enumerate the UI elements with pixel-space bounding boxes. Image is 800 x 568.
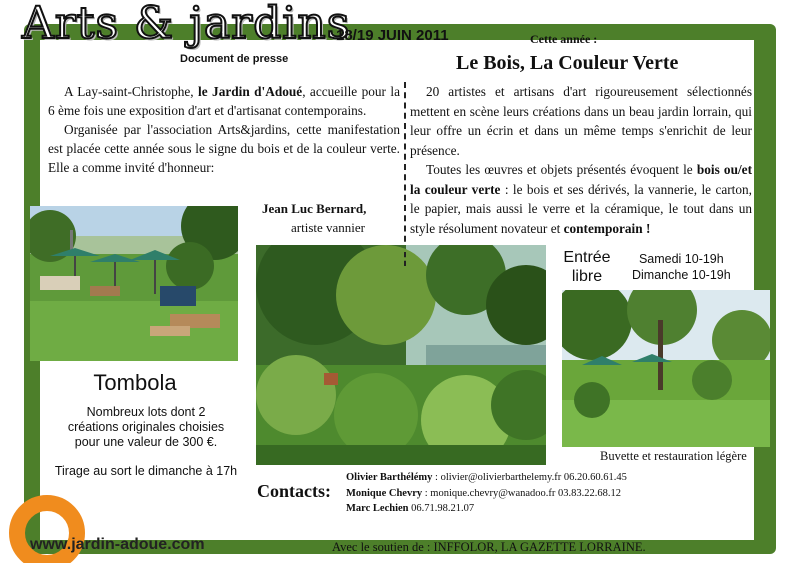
intro-p1-start: A Lay-saint-Christophe, [64,84,199,99]
central-garden-photo [256,245,546,465]
contemporary-emphasis: contemporain ! [563,220,651,236]
contact-name: Marc Lechien [346,503,409,514]
contact-item [346,486,627,502]
intro-paragraph-1 [48,82,400,120]
theme-heading: Le Bois, La Couleur Verte [456,52,679,74]
contact-details[interactable]: : olivier@olivierbarthelemy.fr 06.20.60.61.45 [432,472,627,483]
garden-tents-photo [30,206,238,361]
column-divider [404,82,406,252]
entry-line-2: libre [571,268,603,285]
intro-text [48,82,400,177]
contact-details[interactable]: : monique.chevry@wanadoo.fr 03.83.22.68.12 [422,487,622,499]
contact-item [346,501,627,517]
tombola-title: Tombola [93,370,177,395]
guest-name: Jean Luc Bernard, [262,201,367,216]
website-link[interactable]: www.jardin-adoue.com [30,536,205,553]
artists-text [410,82,752,238]
contact-details[interactable]: 06.71.98.21.07 [408,503,475,514]
contact-name: Monique Chevry [346,487,423,499]
artists-paragraph-1: 20 artistes et artisans d'art rigoureusement sélectionnés mettent en scène leurs créations dans un beau jardin lorrain, qui leur offre un écrin et dans un même temps s'enrichit de leur présence. [410,84,752,158]
artists-p2-end: : le bois et ses dérivés, la vannerie, le carton, le papier, mais aussi le verre et la céramique, le tout dans un style résolument novateur et [410,181,753,236]
opening-hours [632,251,731,283]
lawn-tree-photo [562,290,770,447]
sponsors-line: Avec le soutien de : INFFOLOR, LA GAZETTE LORRAINE. [332,540,646,554]
contact-list [346,470,627,517]
saturday-hours: Samedi 10-19h [638,252,724,266]
contact-item [346,470,627,486]
document-subtitle: Document de presse [180,53,289,65]
artists-p2-start: Toutes les œuvres et objets présentés évoquent le [426,162,697,177]
contacts-label: Contacts: [257,481,331,501]
orange-circle-logo [4,491,90,568]
intro-paragraph-2: Organisée par l'association Arts&jardins, cette manifestation est placée cette année sous le signe du bois et de la couleur verte. Elle a comme invité d'honneur: [48,122,400,175]
tombola-draw: Tirage au sort le dimanche à 17h [54,464,238,478]
artists-paragraph-2 [410,160,752,238]
page-title: Arts & jardins [22,0,351,49]
entry-line-1: Entrée [563,249,611,266]
contact-name: Olivier Barthélémy [346,472,433,483]
year-label: Cette année : [530,32,598,46]
sunday-hours: Dimanche 10-19h [632,268,731,282]
free-entry [558,248,616,286]
theme-emphasis: bois ou/et la couleur verte [410,162,752,197]
garden-name: le Jardin d'Adoué [198,84,303,99]
event-date: 18/19 JUIN 2011 [336,27,449,44]
intro-p1-end: , accueille pour la 6 ème fois une exposition d'art et d'artisanat contemporains. [48,84,400,118]
column-divider-end [404,252,406,266]
tombola-description: Nombreux lots dont 2 créations originales choisies pour une valeur de 300 €. [67,405,225,449]
guest-role: artiste vannier [291,220,365,235]
refreshments-note: Buvette et restauration légère [600,449,747,463]
